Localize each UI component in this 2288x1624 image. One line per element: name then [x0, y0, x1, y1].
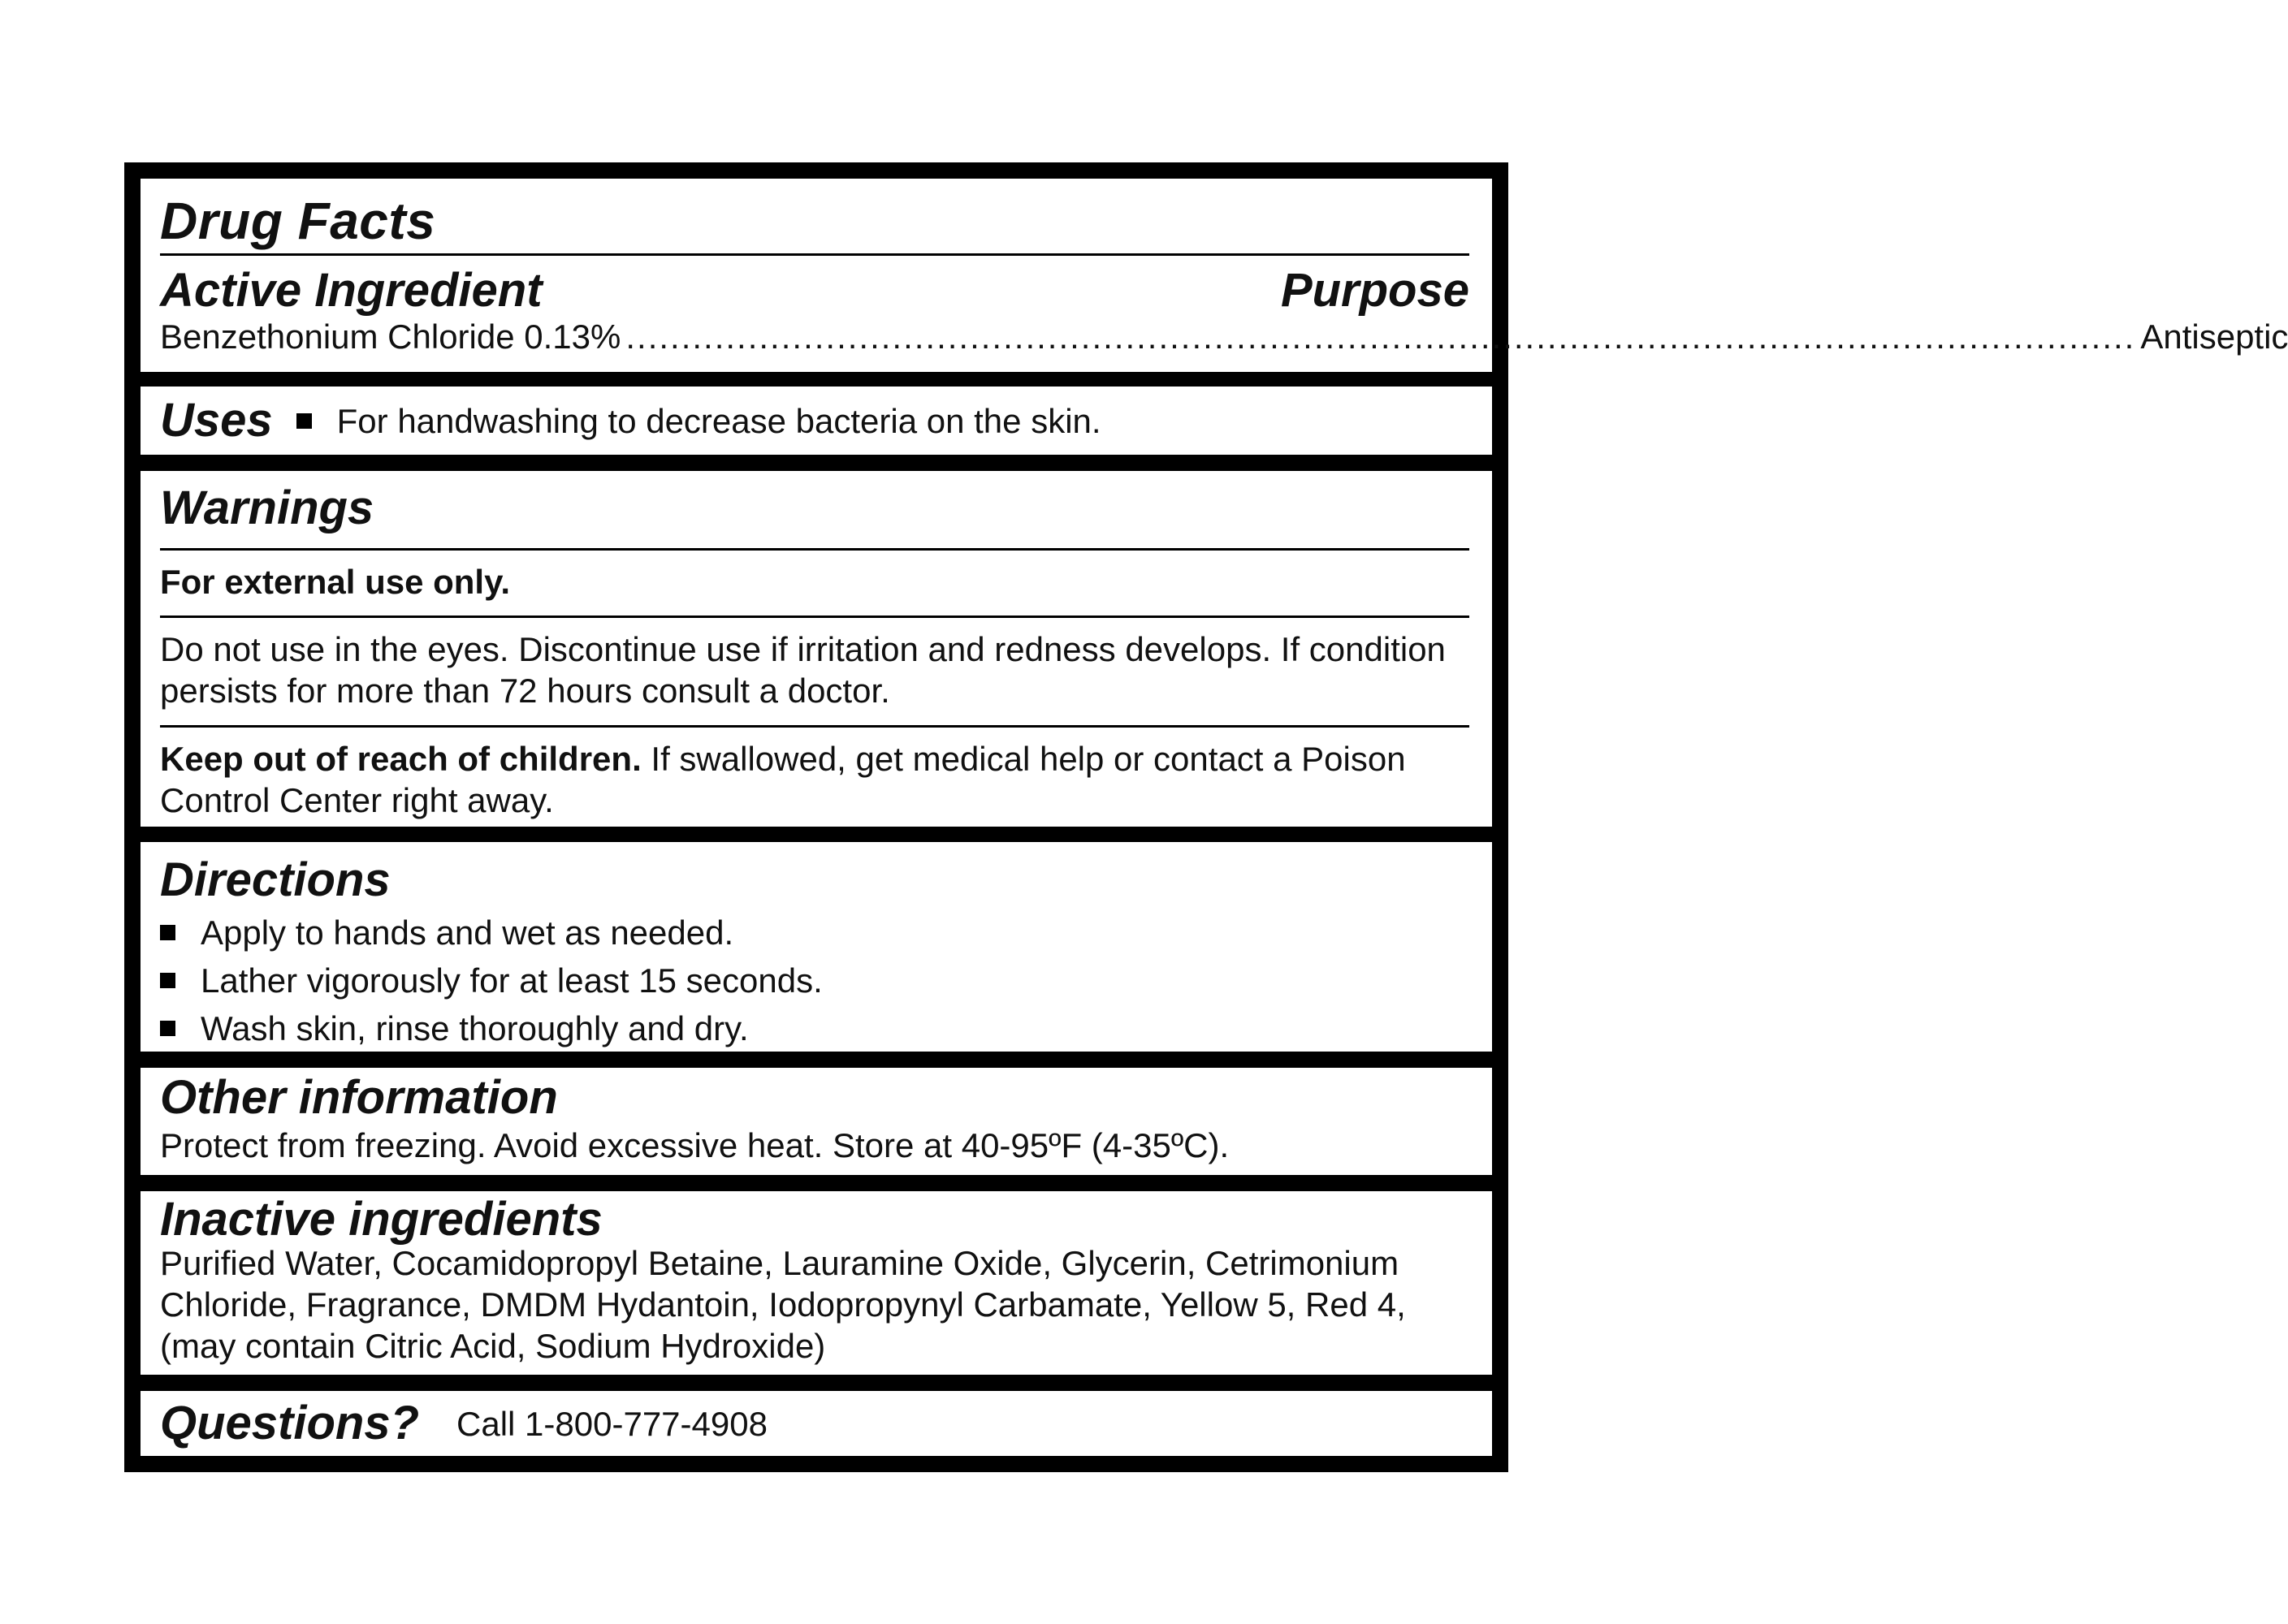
children-warning: [160, 738, 1469, 821]
warnings-rule-2: [160, 615, 1469, 618]
bullet-icon: [296, 413, 312, 429]
bullet-icon: [160, 973, 175, 988]
direction-text: Wash skin, rinse thoroughly and dry.: [201, 1009, 749, 1047]
directions-panel: [141, 842, 1492, 1052]
uses-item: For handwashing to decrease bacteria on the skin.: [336, 401, 1101, 440]
active-ingredient-panel: [141, 179, 2288, 372]
questions-phone: Call 1-800-777-4908: [456, 1404, 768, 1443]
uses-panel: [141, 387, 1492, 455]
direction-text: Apply to hands and wet as needed.: [201, 913, 734, 952]
warnings-rule-3: [160, 725, 1469, 728]
warnings-panel: [141, 471, 1492, 827]
questions-panel: [141, 1391, 1492, 1456]
active-ingredient-name: Benzethonium Chloride 0.13%: [160, 317, 621, 356]
direction-item: [160, 957, 1469, 1004]
purpose-heading: Purpose: [1280, 264, 1469, 317]
directions-list: [160, 909, 1469, 1052]
eye-warning: Do not use in the eyes. Discontinue use if irritation and redness develops. If condition persists for more than 72 hours consult a doctor.: [160, 630, 1446, 710]
inactive-ingredients-panel: [141, 1191, 1492, 1375]
uses-row: [160, 387, 1469, 455]
other-information-heading: Other information: [160, 1071, 558, 1124]
active-ingredient-heading: Active Ingredient: [160, 264, 543, 317]
warnings-rule-1: [160, 548, 1469, 551]
directions-heading: Directions: [160, 853, 391, 906]
drug-facts-title: Drug Facts: [160, 192, 436, 250]
drug-facts-label: [124, 162, 2288, 1472]
uses-heading: Uses: [160, 394, 273, 447]
bullet-icon: [160, 925, 175, 940]
children-warning-text: If swallowed, get medical help or contact a Poison Control Center right away.: [160, 740, 1406, 819]
active-ingredient-row: [160, 316, 2288, 357]
active-heading-row: [160, 264, 1469, 317]
warnings-heading: Warnings: [160, 482, 374, 534]
title-rule: [160, 253, 1469, 256]
inactive-ingredients-heading: Inactive ingredients: [160, 1193, 603, 1246]
questions-row: [160, 1391, 1469, 1456]
other-information-text: Protect from freezing. Avoid excessive heat. Store at 40-95ºF (4-35ºC).: [160, 1126, 1230, 1164]
direction-item: [160, 1004, 1469, 1052]
questions-heading: Questions?: [160, 1397, 420, 1449]
inactive-ingredients-text: Purified Water, Cocamidopropyl Betaine, Lauramine Oxide, Glycerin, Cetrimonium Chloride, Fragrance, DMDM Hydantoin, Iodopropynyl Carbamate, Yellow 5, Red 4, (may contain Citric Acid, Sodium Hydroxide): [160, 1244, 1406, 1365]
dot-leader: ........................................................................................................................................: [625, 317, 2136, 356]
bullet-icon: [160, 1021, 175, 1036]
direction-text: Lather vigorously for at least 15 seconds.: [201, 961, 823, 1000]
external-use-warning: For external use only.: [160, 563, 511, 601]
children-warning-bold: Keep out of reach of children.: [160, 740, 642, 778]
direction-item: [160, 909, 1469, 957]
other-information-panel: [141, 1068, 1492, 1175]
active-ingredient-purpose: Antiseptic: [2140, 317, 2288, 356]
